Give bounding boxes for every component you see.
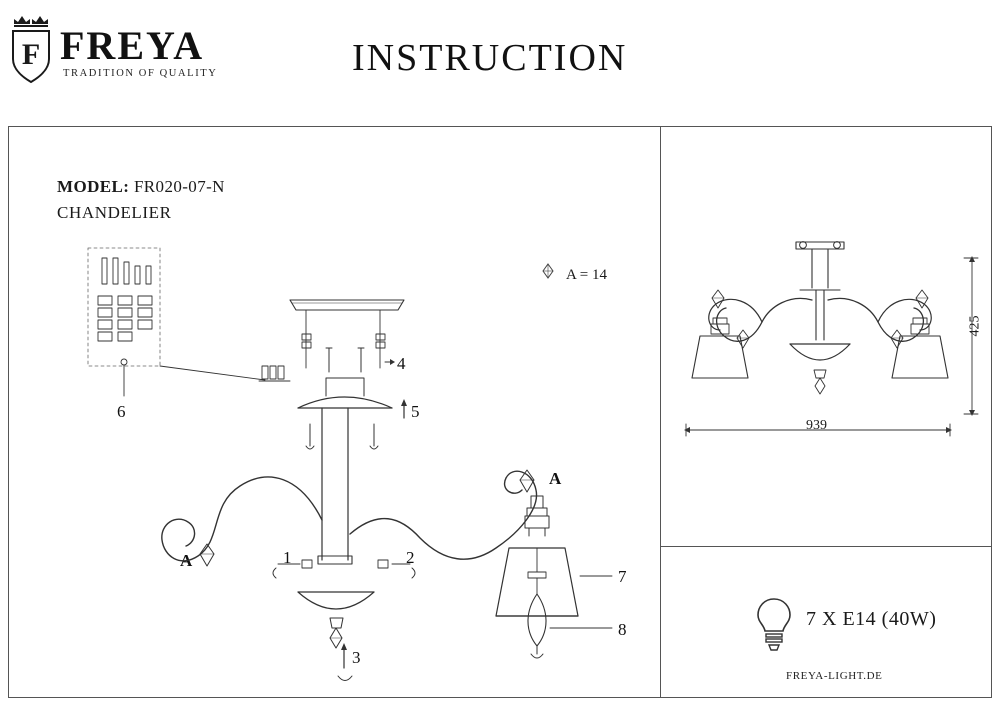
svg-text:F: F [21,38,41,71]
vertical-divider [660,126,661,698]
callout-5: 5 [411,402,420,421]
callout-a-right: A [549,469,562,488]
callout-4: 4 [397,354,406,373]
callout-a-left: A [180,551,193,570]
model-line [57,177,225,197]
brand-tagline: TRADITION OF QUALITY [63,68,218,79]
horizontal-divider [660,546,992,547]
parts-note-label: A = 14 [566,266,607,283]
dimension-width-label: 939 [806,418,827,433]
dimension-height-label: 425 [967,315,983,337]
light-bulb-icon [752,596,796,654]
page-header [0,0,1000,126]
brand-name: FREYA [60,23,205,68]
brand-logo [8,10,258,96]
callout-7: 7 [618,567,627,586]
product-type: CHANDELIER [57,203,172,222]
callout-6: 6 [117,402,126,421]
callout-3: 3 [352,648,361,667]
callout-8: 8 [618,620,627,639]
website-label: FREYA-LIGHT.DE [786,670,883,682]
model-label: MODEL: [57,177,130,196]
crown-shield-icon [8,12,54,84]
bulb-spec-label: 7 X E14 (40W) [806,608,937,630]
callout-1: 1 [283,548,292,567]
model-value: FR020-07-N [133,177,225,196]
parts-note [540,262,607,288]
crystal-pendant-icon [540,262,556,288]
callout-2: 2 [406,548,415,567]
page-title: INSTRUCTION [352,37,628,79]
